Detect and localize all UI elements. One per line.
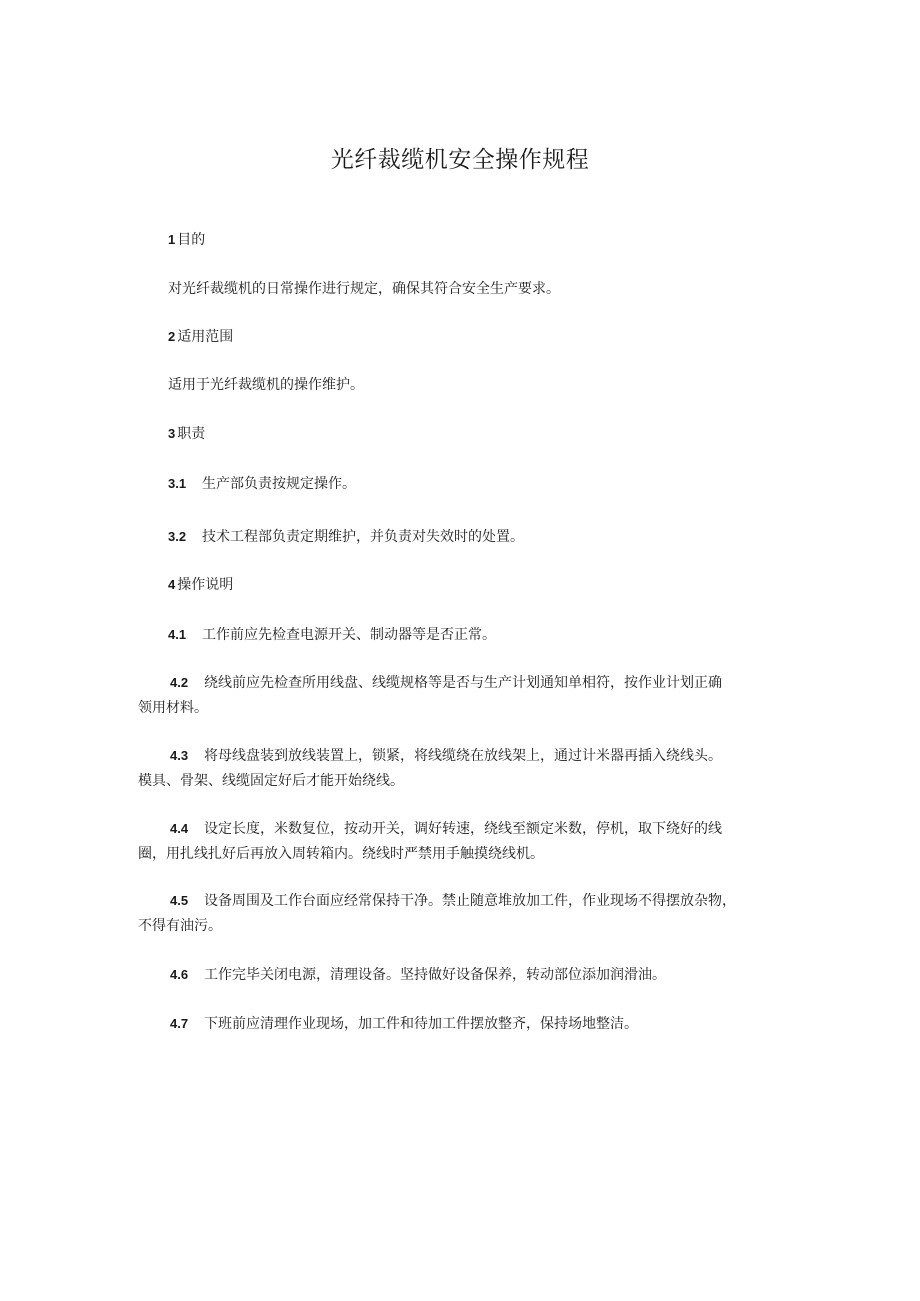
clause-4-4 <box>170 819 722 839</box>
clause-text: 绕线前应先检查所用线盘、线缆规格等是否与生产计划通知单相符，按作业计划正确 <box>204 675 722 691</box>
section-number: 4 <box>168 577 176 592</box>
section-1-heading <box>168 230 205 250</box>
clause-text: 下班前应清理作业现场，加工件和待加工件摆放整齐，保持场地整洁。 <box>204 1016 638 1032</box>
clause-4-6 <box>170 965 666 985</box>
section-title: 操作说明 <box>177 577 234 593</box>
clause-4-2 <box>170 673 722 693</box>
clause-number: 4.7 <box>170 1016 189 1031</box>
clause-text: 工作前应先检查电源开关、制动器等是否正常。 <box>202 627 496 643</box>
document-title: 光纤裁缆机安全操作规程 <box>330 147 590 173</box>
clause-4-3-continuation: 模具、骨架、线缆固定好后才能开始绕线。 <box>138 773 404 789</box>
clause-3-2 <box>168 527 524 547</box>
clause-4-1 <box>168 625 496 645</box>
clause-4-4-continuation: 圈，用扎线扎好后再放入周转箱内。绕线时严禁用手触摸绕线机。 <box>138 846 544 862</box>
section-1-body: 对光纤裁缆机的日常操作进行规定，确保其符合安全生产要求。 <box>168 281 560 297</box>
section-4-heading <box>168 575 233 595</box>
section-2-heading <box>168 327 233 347</box>
section-title: 职责 <box>177 426 206 442</box>
clause-number: 4.1 <box>168 627 187 642</box>
clause-text: 工作完毕关闭电源，清理设备。坚持做好设备保养，转动部位添加润滑油。 <box>204 967 666 983</box>
clause-number: 3.1 <box>168 476 187 491</box>
clause-number: 4.5 <box>170 893 189 908</box>
clause-number: 4.6 <box>170 967 189 982</box>
section-2-body: 适用于光纤裁缆机的操作维护。 <box>168 377 364 393</box>
clause-4-5 <box>170 891 736 911</box>
section-number: 3 <box>168 426 176 441</box>
clause-number: 3.2 <box>168 529 187 544</box>
clause-4-7 <box>170 1014 638 1034</box>
section-title: 目的 <box>177 232 206 248</box>
section-number: 1 <box>168 232 176 247</box>
clause-text: 将母线盘装到放线装置上，锁紧，将线缆绕在放线架上，通过计米器再插入绕线头。 <box>204 748 722 764</box>
clause-number: 4.3 <box>170 748 189 763</box>
clause-3-1 <box>168 474 356 494</box>
section-3-heading <box>168 424 205 444</box>
section-title: 适用范围 <box>177 329 234 345</box>
clause-number: 4.2 <box>170 675 189 690</box>
clause-text: 生产部负责按规定操作。 <box>202 476 356 492</box>
clause-4-3 <box>170 746 722 766</box>
clause-text: 技术工程部负责定期维护，并负责对失效时的处置。 <box>202 529 524 545</box>
clause-4-2-continuation: 领用材料。 <box>138 700 208 716</box>
clause-text: 设备周围及工作台面应经常保持干净。禁止随意堆放加工件，作业现场不得摆放杂物， <box>204 893 736 909</box>
section-number: 2 <box>168 329 176 344</box>
clause-text: 设定长度，米数复位，按动开关，调好转速，绕线至额定米数，停机，取下绕好的线 <box>204 821 722 837</box>
clause-4-5-continuation: 不得有油污。 <box>138 918 222 934</box>
clause-number: 4.4 <box>170 821 189 836</box>
